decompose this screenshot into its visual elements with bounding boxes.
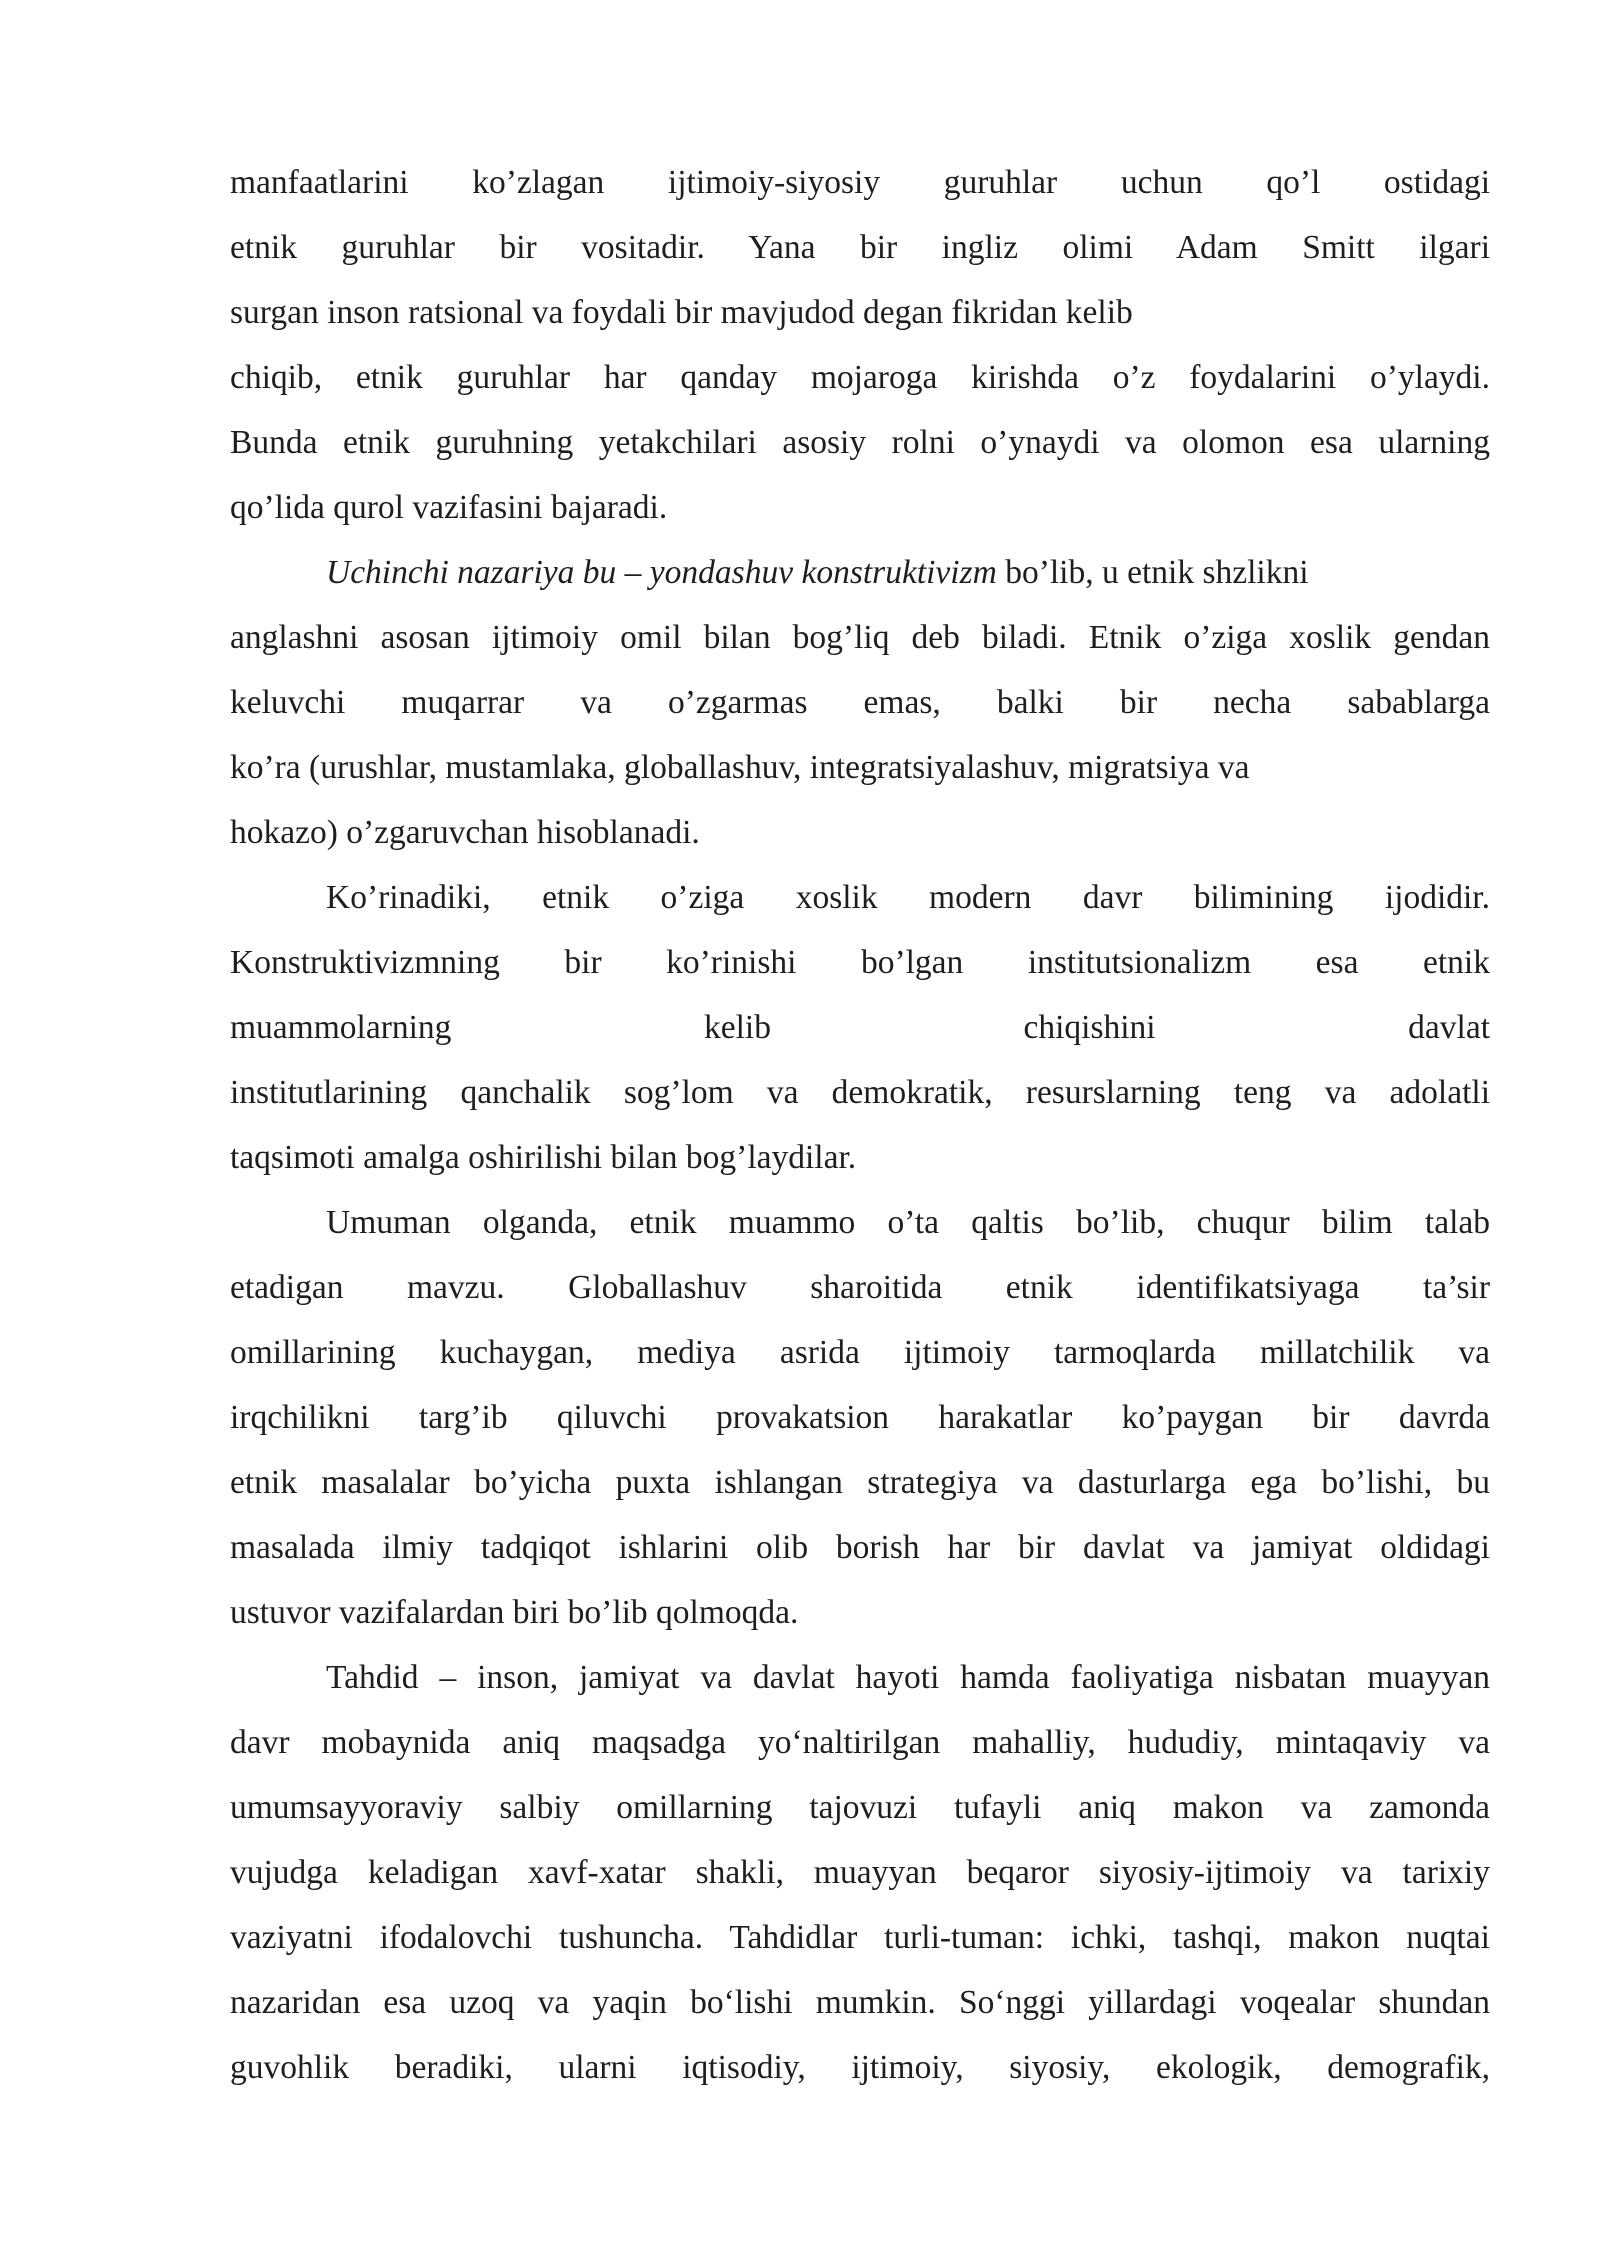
text-line: Konstruktivizmning bir ko’rinishi bo’lgan institutsionalizm esa etnik — [230, 944, 1490, 981]
text-line: davr mobaynida aniq maqsadga yo‘naltirilgan mahalliy, hududiy, mintaqaviy va — [230, 1724, 1490, 1761]
text-line: surgan inson ratsional va foydali bir mavjudod degan fikridan kelib — [230, 294, 1133, 331]
text-line: muammolarning kelib chiqishini davlat — [230, 1009, 1490, 1046]
text-line: etadigan mavzu. Globallashuv sharoitida etnik identifikatsiyaga ta’sir — [230, 1269, 1490, 1306]
italic-term: Uchinchi nazariya bu – yondashuv konstruktivizm — [326, 554, 997, 591]
paragraph-first-line: Umuman olganda, etnik muammo o’ta qaltis bo’lib, chuqur bilim talab — [326, 1204, 1490, 1241]
text-line: omillarining kuchaygan, mediya asrida ijtimoiy tarmoqlarda millatchilik va — [230, 1334, 1490, 1371]
text-line: vaziyatni ifodalovchi tushuncha. Tahdidlar turli-tuman: ichki, tashqi, makon nuqtai — [230, 1919, 1490, 1956]
text-line: ko’ra (urushlar, mustamlaka, globallashuv, integratsiyalashuv, migratsiya va — [230, 749, 1250, 786]
paragraph-first-line — [230, 540, 1490, 605]
text-line: guvohlik beradiki, ularni iqtisodiy, ijtimoiy, siyosiy, ekologik, demografik, — [230, 2049, 1490, 2086]
paragraph-first-line: Tahdid – inson, jamiyat va davlat hayoti hamda faoliyatiga nisbatan muayyan — [326, 1659, 1490, 1696]
text-line: manfaatlarini ko’zlagan ijtimoiy-siyosiy guruhlar uchun qo’l ostidagi — [230, 164, 1490, 201]
text-line: ustuvor vazifalardan biri bo’lib qolmoqda. — [230, 1594, 799, 1631]
text-line: etnik masalalar bo’yicha puxta ishlangan strategiya va dasturlarga ega bo’lishi, bu — [230, 1464, 1490, 1501]
text-line: masalada ilmiy tadqiqot ishlarini olib borish har bir davlat va jamiyat oldidagi — [230, 1529, 1490, 1566]
text-line: qo’lida qurol vazifasini bajaradi. — [230, 489, 668, 526]
text-line: irqchilikni targ’ib qiluvchi provakatsion harakatlar ko’paygan bir davrda — [230, 1399, 1490, 1436]
document-body — [230, 150, 1490, 2100]
text-line: vujudga keladigan xavf-xatar shakli, muayyan beqaror siyosiy-ijtimoiy va tarixiy — [230, 1854, 1490, 1891]
text-line: anglashni asosan ijtimoiy omil bilan bog’liq deb biladi. Etnik o’ziga xoslik gendan — [230, 619, 1490, 656]
text-line: keluvchi muqarrar va o’zgarmas emas, balki bir necha sabablarga — [230, 684, 1490, 721]
text-line: nazaridan esa uzoq va yaqin bo‘lishi mumkin. So‘nggi yillardagi voqealar shundan — [230, 1984, 1490, 2021]
text-line: institutlarining qanchalik sog’lom va demokratik, resurslarning teng va adolatli — [230, 1074, 1490, 1111]
text-line: hokazo) o’zgaruvchan hisoblanadi. — [230, 814, 700, 851]
paragraph-first-line: Ko’rinadiki, etnik o’ziga xoslik modern davr bilimining ijodidir. — [326, 879, 1490, 916]
text-line: umumsayyoraviy salbiy omillarning tajovuzi tufayli aniq makon va zamonda — [230, 1789, 1490, 1826]
text-line: etnik guruhlar bir vositadir. Yana bir ingliz olimi Adam Smitt ilgari — [230, 229, 1490, 266]
text-line: taqsimoti amalga oshirilishi bilan bog’laydilar. — [230, 1139, 857, 1176]
text-line: chiqib, etnik guruhlar har qanday mojaroga kirishda o’z foydalarini o’ylaydi. — [230, 359, 1490, 396]
text-span: bo’lib, u etnik shzlikni — [1005, 554, 1309, 591]
text-line: Bunda etnik guruhning yetakchilari asosiy rolni o’ynaydi va olomon esa ularning — [230, 424, 1490, 461]
